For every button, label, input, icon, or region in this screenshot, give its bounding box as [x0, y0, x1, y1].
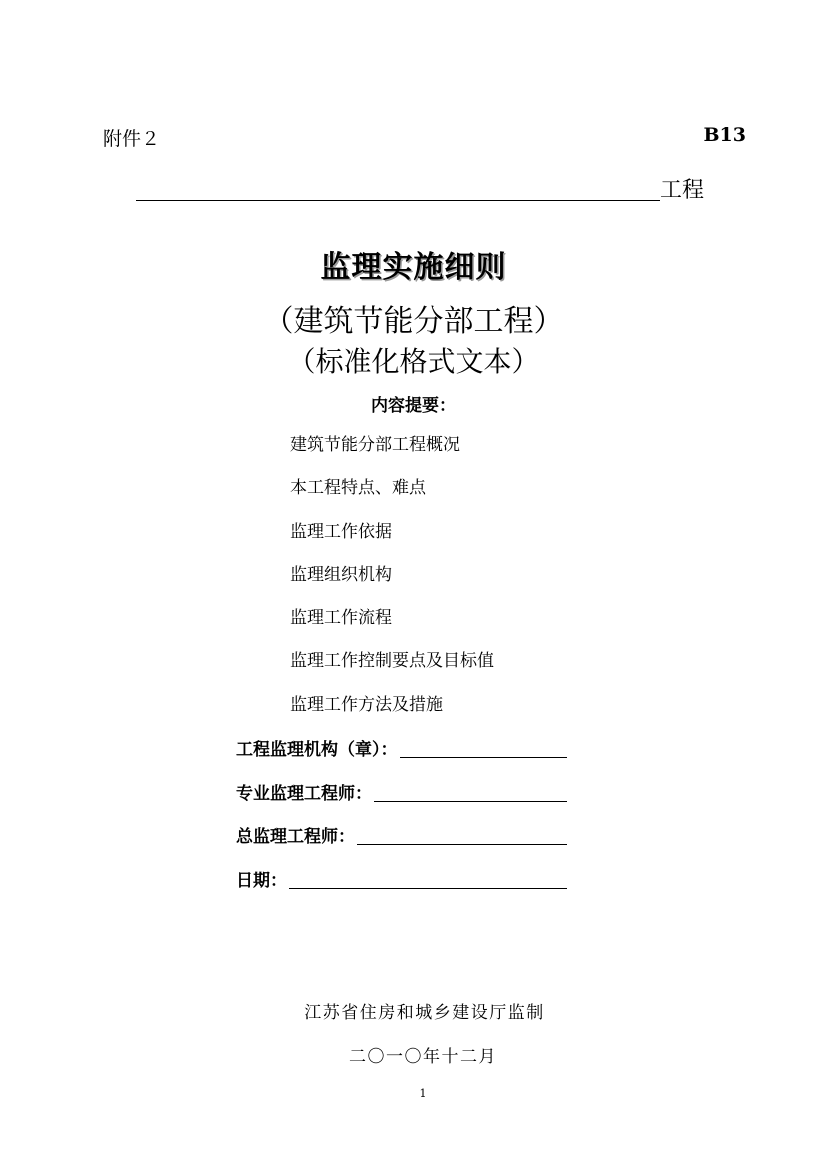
project-name-blank: [136, 200, 660, 201]
signature-row-organization: [236, 735, 567, 761]
organization-label: 工程监理机构（章）：: [236, 740, 398, 760]
project-suffix: 工程: [660, 178, 705, 203]
list-item: 监理工作方法及措施: [290, 694, 443, 715]
signature-row-date: [236, 866, 567, 892]
organization-blank: [400, 757, 568, 758]
list-item: 监理工作流程: [290, 608, 392, 629]
specialty-engineer-blank: [374, 801, 567, 802]
issuer: 江苏省住房和城乡建设厅监制: [304, 1003, 545, 1023]
document-subtitle-format: （标准化格式文本）: [287, 345, 540, 378]
list-item: 监理工作依据: [290, 521, 392, 542]
date-blank: [289, 888, 567, 889]
issue-date: 二〇一〇年十二月: [349, 1047, 497, 1067]
date-label: 日期：: [236, 871, 287, 891]
signature-row-chief: [236, 822, 567, 848]
specialty-engineer-label: 专业监理工程师：: [236, 784, 372, 804]
summary-list: [290, 432, 494, 735]
list-item: 本工程特点、难点: [290, 478, 426, 499]
list-item: 建筑节能分部工程概况: [290, 435, 460, 455]
document-title: 监理实施细则: [320, 250, 507, 285]
chief-engineer-label: 总监理工程师：: [236, 827, 355, 847]
page-number: 1: [419, 1087, 427, 1100]
list-item: 监理组织机构: [290, 564, 392, 585]
signature-row-specialty: [236, 779, 567, 805]
document-subtitle: （建筑节能分部工程）: [263, 304, 564, 339]
list-item: 监理工作控制要点及目标值: [290, 651, 494, 672]
chief-engineer-blank: [357, 844, 567, 845]
summary-heading: 内容提要：: [371, 396, 456, 416]
attachment-label: 附件２: [103, 128, 161, 150]
form-code: B13: [703, 124, 746, 146]
